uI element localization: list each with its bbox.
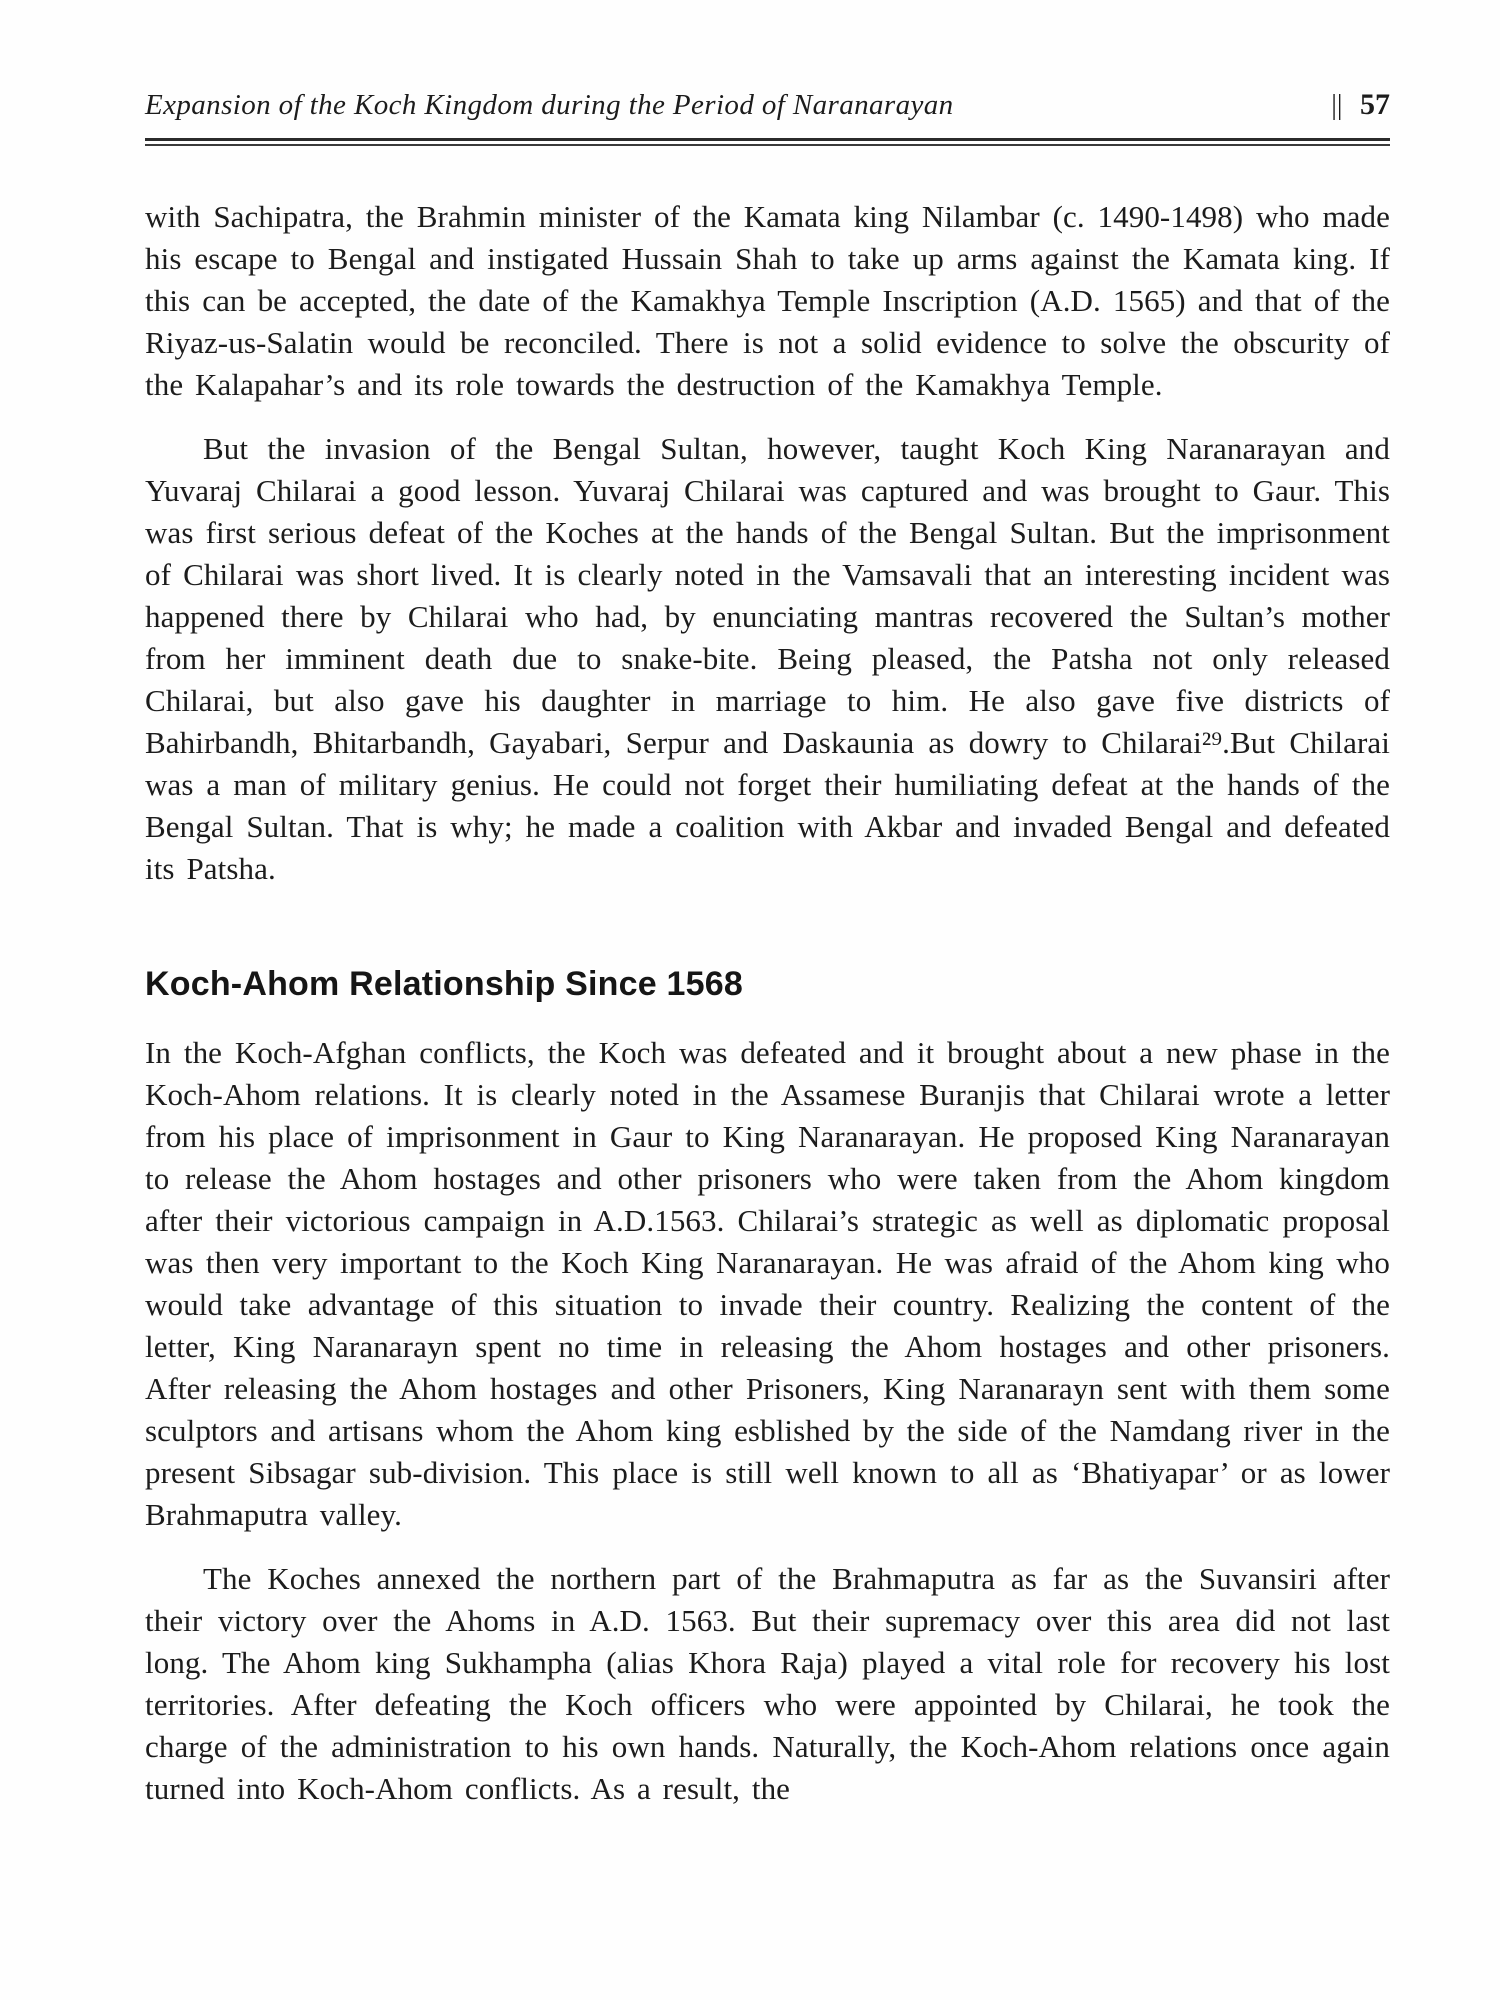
paragraph: In the Koch-Afghan conflicts, the Koch was defeated and it brought about a new phase in the Koch-Ahom relations. It is clearly noted in the Assamese Buranjis that Chilarai wrote a letter from his place of imprisonment in Gaur to King Naranarayan. He proposed King Naranarayan to release the Ahom hostages and other prisoners who were taken from the Ahom kingdom after their victorious campaign in A.D.1563. Chilarai’s strategic as well as diplomatic proposal was then very important to the Koch King Naranarayan. He was afraid of the Ahom king who would take advantage of this situation to invade their country. Realizing the content of the letter, King Naranarayn spent no time in releasing the Ahom hostages and other prisoners. After releasing the Ahom hostages and other Prisoners, King Naranarayn sent with them some sculptors and artisans whom the Ahom king esblished by the side of the Namdang river in the present Sibsagar sub-division. This place is still well known to all as ‘Bhatiyapar’ or as lower Brahmaputra valley. (145, 1035, 1390, 1532)
page-number-value: 57 (1360, 88, 1390, 121)
section-heading: Koch-Ahom Relationship Since 1568 (145, 965, 743, 1003)
header-rule (145, 138, 1390, 146)
page-body (145, 196, 1390, 1810)
running-head-title: Expansion of the Koch Kingdom during the Period of Naranarayan (145, 89, 954, 121)
paragraph: But the invasion of the Bengal Sultan, however, taught Koch King Naranarayan and Yuvaraj Chilarai a good lesson. Yuvaraj Chilarai was captured and was brought to Gaur. This was first serious defeat of the Koches at the hands of the Bengal Sultan. But the imprisonment of Chilarai was short lived. It is clearly noted in the Vamsavali that an interesting incident was happened there by Chilarai who had, by enunciating mantras recovered the Sultan’s mother from her imminent death due to snake-bite. Being pleased, the Patsha not only released Chilarai, but also gave his daughter in marriage to him. He also gave five districts of Bahirbandh, Bhitarbandh, Gayabari, Serpur and Daskaunia as dowry to Chilarai²⁹.But Chilarai was a man of military genius. He could not forget their humiliating defeat at the hands of the Bengal Sultan. That is why; he made a coalition with Akbar and invaded Bengal and defeated its Patsha. (145, 431, 1390, 886)
page-number (1331, 88, 1390, 122)
paragraph-incomplete: The Koches annexed the northern part of the Brahmaputra as far as the Suvansiri after their victory over the Ahoms in A.D. 1563. But their supremacy over this area did not last long. The Ahom king Sukhampha (alias Khora Raja) played a vital role for recovery his lost territories. After defeating the Koch officers who were appointed by Chilarai, he took the charge of the administration to his own hands. Naturally, the Koch-Ahom relations once again turned into Koch-Ahom conflicts. As a result, the (145, 1561, 1390, 1806)
double-bar-glyph: || (1331, 90, 1343, 121)
paragraph-continuation: with Sachipatra, the Brahmin minister of the Kamata king Nilambar (c. 1490-1498) who made his escape to Bengal and instigated Hussain Shah to take up arms against the Kamata king. If this can be accepted, the date of the Kamakhya Temple Inscription (A.D. 1565) and that of the Riyaz-us-Salatin would be reconciled. There is not a solid evidence to solve the obscurity of the Kalapahar’s and its role towards the destruction of the Kamakhya Temple. (145, 199, 1390, 402)
page-header (145, 88, 1390, 122)
